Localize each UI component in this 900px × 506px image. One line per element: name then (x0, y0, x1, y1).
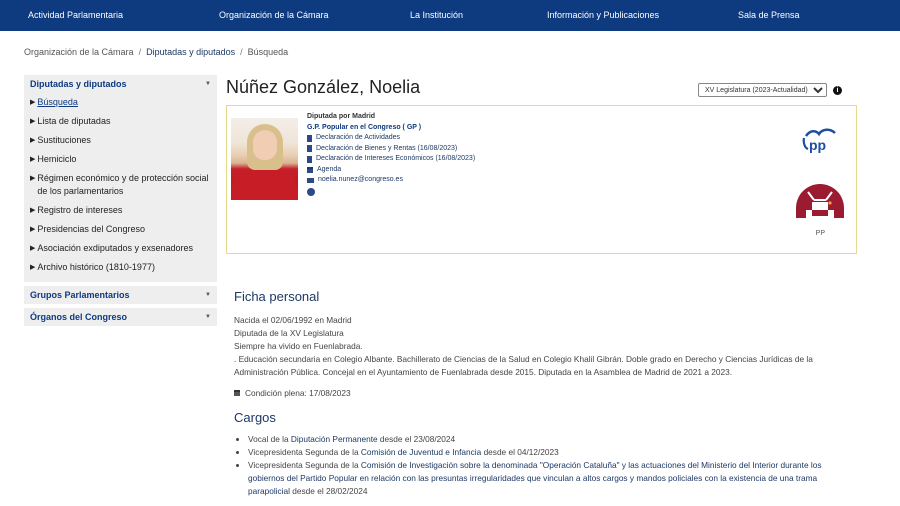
sidebar-group-grupos (24, 286, 217, 304)
link-label: Declaración de Actividades (316, 134, 401, 141)
sidebar-item-label: Búsqueda (37, 97, 78, 107)
sidebar-item-archivo[interactable] (30, 258, 211, 277)
cargo-date: desde el 28/02/2024 (289, 486, 368, 496)
nav-la-institucion[interactable]: La Institución (410, 10, 464, 20)
cargo-prefix: Vicepresidenta Segunda de la (248, 460, 361, 470)
cargo-prefix: Vocal de la (248, 434, 291, 444)
condicion-text: Condición plena: 17/08/2023 (245, 388, 351, 398)
calendar-icon (307, 167, 313, 173)
top-navigation (0, 0, 900, 31)
birth-line: Nacida el 02/06/1992 en Madrid (234, 315, 352, 325)
triangle-right-icon: ▶ (30, 207, 36, 214)
cargo-link[interactable]: Diputación Permanente (290, 434, 378, 444)
breadcrumb-organizacion[interactable]: Organización de la Cámara (24, 47, 134, 57)
sidebar-group-header[interactable] (24, 75, 217, 93)
cargo-link[interactable]: Comisión de Juventud e Infancia (360, 447, 482, 457)
bio-text: . Educación secundaria en Colegio Albante. Bachillerato de Ciencias de la Salud en Colegio Khalil Gibrán. Doble grado en Derecho y Ciencias Jurídicas de la Administración Pública. Concejal en el Ayuntamiento de Fuenlabrada desde 2015. Diputada en la Asamblea de Madrid de 2021 a 2023. (234, 354, 813, 377)
cargos-list (248, 433, 854, 498)
sidebar-group-header[interactable] (24, 286, 217, 304)
triangle-right-icon: ▶ (30, 226, 36, 233)
deputy-info (307, 112, 475, 196)
nav-informacion-publicaciones[interactable]: Información y Publicaciones (547, 10, 660, 20)
main-content (226, 75, 856, 496)
residence-line: Siempre ha vivido en Fuenlabrada. (234, 341, 363, 351)
sidebar-item-busqueda[interactable] (30, 93, 211, 112)
svg-text:pp: pp (809, 137, 827, 153)
breadcrumb-current: Búsqueda (247, 47, 289, 57)
breadcrumb-separator: / (240, 47, 243, 57)
pp-logo-icon (800, 126, 838, 154)
ficha-personal-title: Ficha personal (234, 289, 320, 304)
sidebar-group-title: Grupos Parlamentarios (30, 290, 130, 300)
deputy-card (226, 105, 857, 254)
party-label: PP (815, 230, 825, 237)
sidebar-item-label: Sustituciones (37, 135, 91, 145)
breadcrumb (24, 47, 288, 57)
link-label: Agenda (317, 165, 342, 173)
sidebar-item-asociacion[interactable] (30, 239, 211, 258)
document-icon (307, 156, 312, 163)
sidebar-item-label: Hemiciclo (37, 154, 77, 164)
link-declaracion-intereses[interactable] (307, 154, 475, 165)
link-declaracion-bienes[interactable] (307, 144, 475, 155)
page-title: Núñez González, Noelia (226, 77, 421, 97)
sidebar-item-sustituciones[interactable] (30, 131, 211, 150)
sidebar-item-hemiciclo[interactable] (30, 150, 211, 169)
sidebar-group-title: Órganos del Congreso (30, 312, 128, 322)
legislature-selector (698, 83, 842, 97)
sidebar-item-label: Registro de intereses (37, 205, 123, 215)
calendar-icon (234, 390, 240, 396)
ficha-personal-section (234, 289, 854, 398)
nav-actividad-parlamentaria[interactable]: Actividad Parlamentaria (28, 10, 124, 20)
circunscripcion: Diputada por Madrid (307, 113, 376, 120)
sidebar-item-label: Régimen económico y de protección social de los parlamentarios (37, 173, 209, 196)
triangle-right-icon: ▶ (30, 156, 36, 163)
cargo-date: desde el 23/08/2024 (377, 434, 456, 444)
list-item (248, 433, 854, 446)
link-label: Declaración de Intereses Económicos (16/08/2023) (316, 155, 476, 162)
cargo-prefix: Vicepresidenta Segunda de la (248, 447, 361, 457)
link-label: Declaración de Bienes y Rentas (16/08/2023) (316, 144, 458, 152)
document-icon (307, 135, 312, 142)
triangle-right-icon: ▶ (30, 118, 36, 125)
hemicycle-icon (794, 182, 846, 220)
sidebar-item-label: Asociación exdiputados y exsenadores (37, 243, 193, 253)
sidebar (24, 75, 217, 330)
triangle-right-icon: ▶ (30, 245, 36, 252)
mail-icon (307, 178, 314, 183)
x-twitter-icon[interactable] (307, 188, 315, 196)
sidebar-group-diputados (24, 75, 217, 282)
nav-organizacion-camara[interactable]: Organización de la Cámara (219, 10, 329, 20)
triangle-right-icon: ▶ (30, 99, 36, 106)
group-link[interactable]: G.P. Popular en el Congreso ( GP ) (307, 123, 422, 131)
info-icon[interactable]: i (833, 86, 842, 95)
caret-down-icon: ▼ (205, 314, 211, 320)
link-label: noelia.nunez@congreso.es (318, 176, 403, 183)
sidebar-item-lista[interactable] (30, 112, 211, 131)
legislature-line: Diputada de la XV Legislatura (234, 328, 344, 338)
sidebar-item-label: Archivo histórico (1810-1977) (37, 262, 155, 272)
sidebar-item-label: Presidencias del Congreso (37, 224, 145, 234)
caret-down-icon: ▼ (205, 292, 211, 298)
triangle-right-icon: ▶ (30, 175, 36, 182)
triangle-right-icon: ▶ (30, 137, 36, 144)
link-declaracion-actividades[interactable] (307, 133, 475, 144)
sidebar-group-organos (24, 308, 217, 326)
triangle-right-icon: ▶ (30, 264, 36, 271)
list-item (248, 446, 854, 459)
document-icon (307, 145, 312, 152)
sidebar-group-header[interactable] (24, 308, 217, 326)
cargos-section (234, 410, 854, 498)
nav-sala-prensa[interactable]: Sala de Prensa (738, 10, 800, 20)
legislature-select[interactable] (698, 83, 827, 97)
sidebar-item-label: Lista de diputadas (37, 116, 111, 126)
cargo-date: desde el 04/12/2023 (481, 447, 559, 457)
list-item (248, 459, 854, 498)
link-agenda[interactable] (307, 165, 475, 176)
condicion-plena (234, 388, 854, 398)
sidebar-item-registro[interactable] (30, 201, 211, 220)
sidebar-item-regimen[interactable] (30, 169, 211, 201)
deputy-photo (231, 118, 298, 200)
caret-down-icon: ▼ (205, 81, 211, 87)
breadcrumb-separator: / (138, 47, 142, 57)
sidebar-item-presidencias[interactable] (30, 220, 211, 239)
breadcrumb-diputados[interactable]: Diputadas y diputados (146, 47, 236, 57)
cargos-title: Cargos (234, 410, 276, 425)
link-email[interactable] (307, 175, 475, 186)
cargo-link[interactable]: Comisión de Investigación sobre la denominada "Operación Cataluña" y las actuaciones del Ministerio del Interior durante los gobiernos del Partido Popular en relación con las presuntas irregularidades que vinculan a altos cargos y mandos policiales con la existencia de una trama parapolicial (248, 460, 822, 496)
sidebar-group-title: Diputadas y diputados (30, 79, 127, 89)
